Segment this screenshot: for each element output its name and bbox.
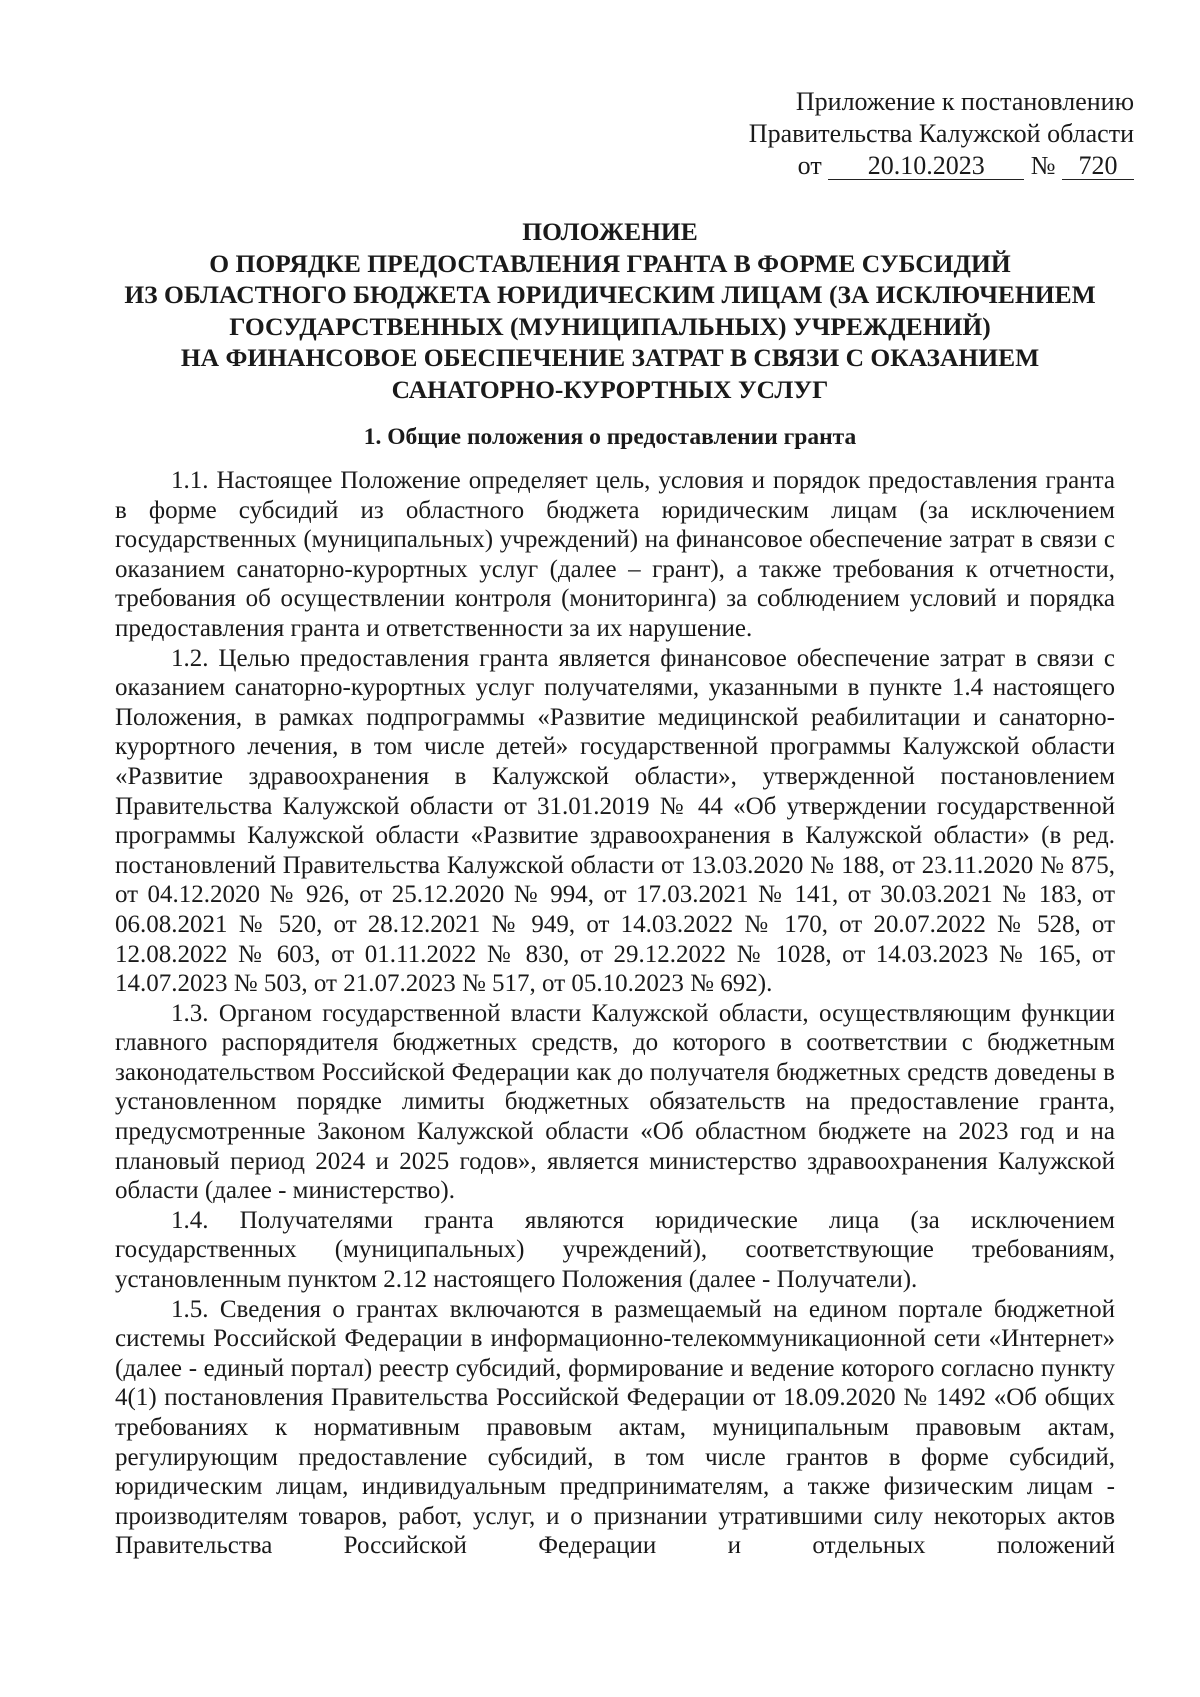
paragraph-1-3: 1.3. Органом государственной власти Калужской области, осуществляющим функции главного распорядителя бюджетных средств, до которого в соответствии с бюджетным законодательством Российской Федерации как до получателя бюджетных средств доведены в установленном порядке лимиты бюджетных обязательств на предоставление гранта, предусмотренные Законом Калужской области «Об областном бюджете на 2023 год и на плановый период 2024 и 2025 годов», является министерство здравоохранения Калужской области (далее - министерство). <box>115 999 1115 1205</box>
appendix-line-1: Приложение к постановлению <box>795 87 1134 116</box>
title-line: ГОСУДАРСТВЕННЫХ (МУНИЦИПАЛЬНЫХ) УЧРЕЖДЕНИЙ) <box>229 311 991 341</box>
paragraph-1-4: 1.4. Получателями гранта являются юридические лица (за исключением государственных (муниципальных) учреждений), соответствующие требованиям, установленным пунктом 2.12 настоящего Положения (далее - Получатели). <box>115 1206 1115 1294</box>
title-line: ПОЛОЖЕНИЕ <box>522 217 698 246</box>
number-prefix: № <box>1030 151 1056 180</box>
appendix-date-line <box>749 150 1134 182</box>
title-line: О ПОРЯДКЕ ПРЕДОСТАВЛЕНИЯ ГРАНТА В ФОРМЕ СУБСИДИЙ <box>209 248 1011 278</box>
paragraph-1-2: 1.2. Целью предоставления гранта является финансовое обеспечение затрат в связи с оказанием санаторно-курортных услуг получателями, указанными в пункте 1.4 настоящего Положения, в рамках подпрограммы «Развитие медицинской реабилитации и санаторно-курортного лечения, в том числе детей» государственной программы Калужской области «Развитие здравоохранения в Калужской области», утвержденной постановлением Правительства Калужской области от 31.01.2019 № 44 «Об утверждении государственной программы Калужской области «Развитие здравоохранения в Калужской области» (в ред. постановлений Правительства Калужской области от 13.03.2020 № 188, от 23.11.2020 № 875, от 04.12.2020 № 926, от 25.12.2020 № 994, от 17.03.2021 № 141, от 30.03.2021 № 183, от 06.08.2021 № 520, от 28.12.2021 № 949, от 14.03.2022 № 170, от 20.07.2022 № 528, от 12.08.2022 № 603, от 01.11.2022 № 830, от 29.12.2022 № 1028, от 14.03.2023 № 165, от 14.07.2023 № 503, от 21.07.2023 № 517, от 05.10.2023 № 692). <box>115 644 1115 998</box>
title-line: ИЗ ОБЛАСТНОГО БЮДЖЕТА ЮРИДИЧЕСКИМ ЛИЦАМ (ЗА ИСКЛЮЧЕНИЕМ <box>124 280 1096 309</box>
date-prefix: от <box>797 151 822 180</box>
appendix-line-2: Правительства Калужской области <box>748 119 1134 148</box>
section-heading: 1. Общие положения о предоставлении гранта <box>363 424 857 450</box>
document-title <box>110 216 1110 405</box>
title-line: САНАТОРНО-КУРОРТНЫХ УСЛУГ <box>391 374 829 404</box>
paragraph-1-1: 1.1. Настоящее Положение определяет цель, условия и порядок предоставления гранта в форме субсидий из областного бюджета юридическим лицам (за исключением государственных (муниципальных) учреждений) на финансовое обеспечение затрат в связи с оказанием санаторно-курортных услуг (далее – грант), а также требования к отчетности, требования об осуществлении контроля (мониторинга) за соблюдением условий и порядка предоставления гранта и ответственности за их нарушение. <box>115 467 1115 642</box>
paragraph-1-5: 1.5. Сведения о грантах включаются в размещаемый на едином портале бюджетной системы Российской Федерации в информационно-телекоммуникационной сети «Интернет» (далее - единый портал) реестр субсидий, формирование и ведение которого согласно пункту 4(1) постановления Правительства Российской Федерации от 18.09.2020 № 1492 «Об общих требованиях к нормативным правовым актам, муниципальным правовым актам, регулирующим предоставление субсидий, в том числе грантов в форме субсидий, юридическим лицам, индивидуальным предпринимателям, а также физическим лицам - производителям товаров, работ, услуг, и о признании утратившими силу некоторых актов Правительства Российской Федерации и отдельных положений <box>115 1295 1115 1560</box>
resolution-number: 720 <box>1062 153 1134 180</box>
appendix-block <box>749 86 1134 182</box>
resolution-date: 20.10.2023 <box>828 153 1024 180</box>
title-line: НА ФИНАНСОВОЕ ОБЕСПЕЧЕНИЕ ЗАТРАТ В СВЯЗИ С ОКАЗАНИЕМ <box>180 343 1040 372</box>
document-body <box>115 466 1115 1561</box>
